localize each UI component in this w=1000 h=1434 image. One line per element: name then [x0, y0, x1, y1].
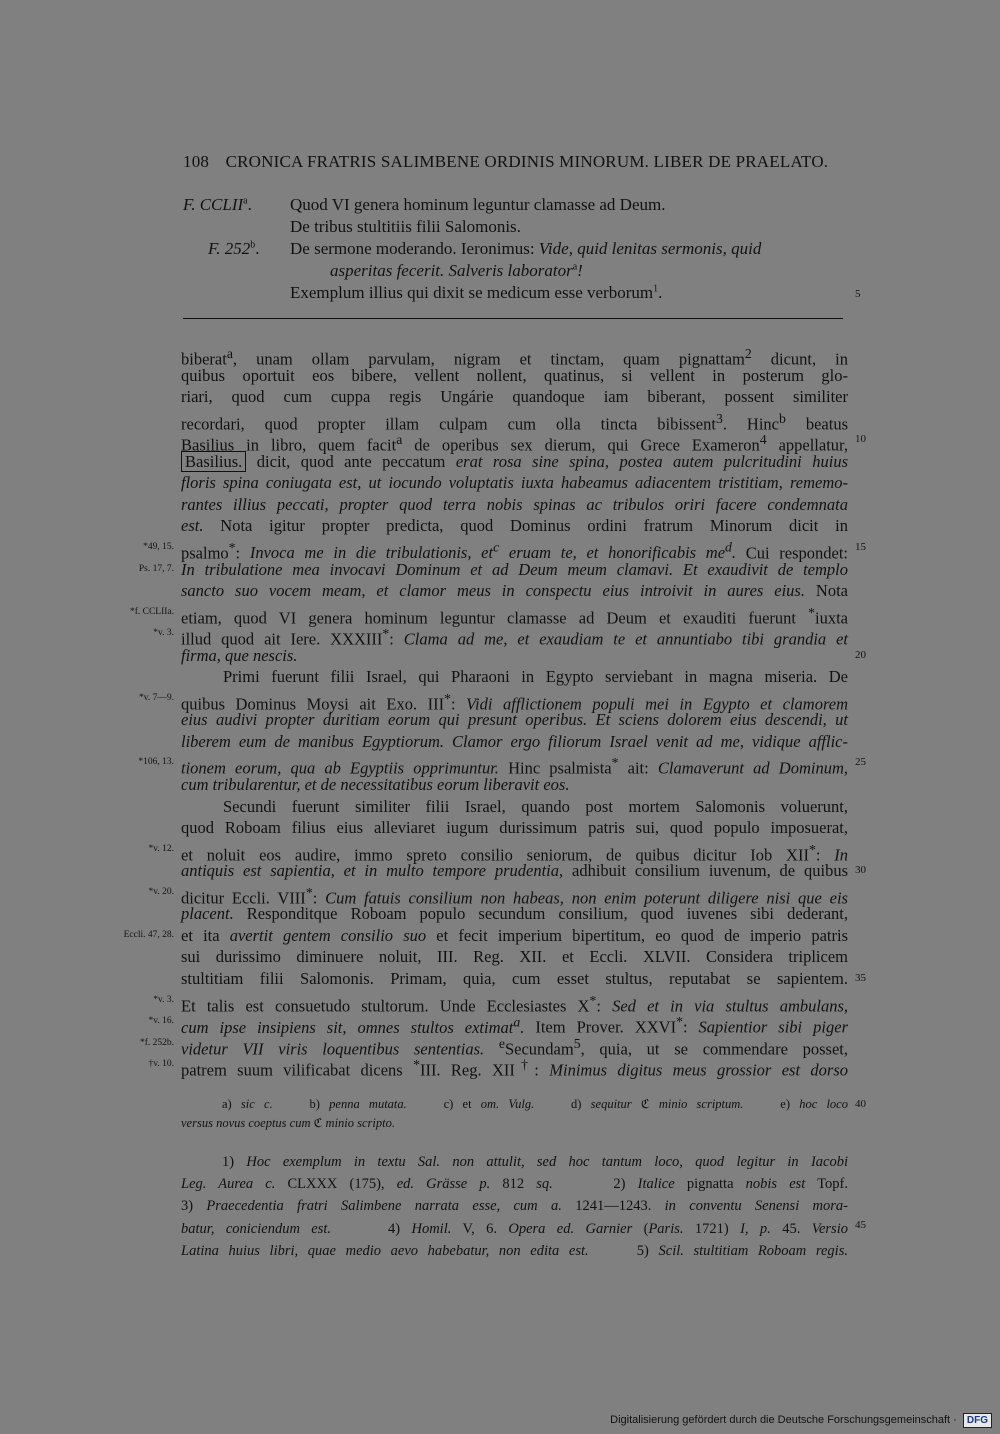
- line-number: 40: [855, 1098, 866, 1110]
- footnote-line: batur, coniciendum est. 4) Homil. V, 6. Opera ed. Garnier (Paris. 1721) I, p. 45. Versio: [181, 1220, 848, 1237]
- footnote-line: Latina huius libri, quae medio aevo habebatur, non edita est. 5) Scil. stultitiam Roboam regis.: [181, 1242, 848, 1259]
- text-line: et ita avertit gentem consilio suo et fecit imperium bipertitum, eo quod de imperio patris: [181, 925, 848, 945]
- text-line: firma, que nescis.: [181, 645, 298, 665]
- line-number: 30: [855, 864, 866, 877]
- text-line: psalmo*: Invoca me in die tribulationis, $et^c$ eruam te, et honorificabis $me^d$. Cui respondet:: [181, 539, 849, 563]
- footnote-line: 1) Hoc exemplum in textu Sal. non attulit, sed hoc tantum loco, quod legitur in Iacobi: [222, 1154, 848, 1170]
- text-line: recordari, quod propter illam culpam cum olla tincta bibissent$^3$. Hinc$^b$ beatus: [181, 410, 849, 434]
- text-line: Primi fuerunt filii Israel, qui Pharaoni in Egypto serviebant in magna miseria. De: [223, 667, 848, 687]
- dfg-logo: DFG: [963, 1413, 992, 1428]
- line-number: 15: [855, 540, 866, 553]
- chapter-head-2: F. 252$^b$.: [208, 239, 260, 258]
- separator-rule: [183, 318, 843, 319]
- margin-reference: *f. CCLIIa.: [129, 606, 174, 617]
- margin-reference: Eccli. 47, 28.: [123, 929, 174, 940]
- text-line: patrem suum vilificabat dicens *III. Reg. XII†: Minimus digitus meus grossior est dorso: [181, 1057, 849, 1080]
- chapter-head-text: asperitas fecerit. Salveris laborator$^a$!: [330, 261, 583, 280]
- margin-reference: *v. 7—9.: [138, 692, 174, 703]
- text-line: floris spina coniugata est, ut iocundo voluptatis iuxta habeamus adiacentem tristitiam, rememo-: [181, 473, 848, 493]
- line-number: 20: [855, 648, 866, 661]
- text-line: cum tribularentur, et de necessitatibus eorum liberavit eos.: [181, 775, 570, 794]
- text-line: videtur VII viris loquentibus sententias. $^e$Secundam$^5$, quia, ut se commendare posset,: [181, 1035, 848, 1059]
- text-line: riari, quod cum cuppa regis Ungárie quandoque iam biberant, possent similiter: [181, 387, 848, 407]
- margin-reference: *v. 20.: [148, 886, 174, 897]
- text-line: sancto suo vocem meam, et clamor meus in conspectu eius introivit in aures eius. Nota: [181, 581, 848, 601]
- digitization-credit: Digitalisierung gefördert durch die Deutsche Forschungsgemeinschaft · DFG: [610, 1413, 992, 1428]
- text-line: biberat$^a$, unam ollam parvulam, nigram et tinctam, quam pignattam$^2$ dicunt, in: [181, 346, 848, 369]
- text-line: quod Roboam filius eius alleviaret iugum durissimum patris sui, quod populo imposuerat,: [181, 818, 848, 838]
- text-line: Et talis est consuetudo stultorum. Unde Ecclesiastes X*: Sed et in via stultus ambulans,: [181, 992, 848, 1015]
- text-line: sui durissimo diminuere noluit, III. Reg. XII. et Eccli. XLVII. Considera triplicem: [181, 947, 848, 967]
- running-header: [183, 152, 843, 172]
- margin-reference: *106, 13.: [138, 757, 174, 768]
- margin-reference: Ps. 17, 7.: [138, 563, 174, 574]
- line-number: 35: [855, 971, 866, 984]
- text-line: quibus oportuit eos bibere, vellent nollent, quatinus, si vellent in posterum glo-: [181, 365, 848, 385]
- text-line: cum ipse insipiens sit, omnes stultos extimat$^a$. Item Prover. XXVI*: Sapientior sibi piger: [181, 1014, 848, 1037]
- apparatus-line: a) sic c. b) penna mutata. c) et om. Vulg. d) sequitur ℭ minio scriptum. e) hoc loco: [222, 1097, 848, 1111]
- text-line: est. Nota igitur propter predicta, quod Dominus ordini fratrum Minorum dicit in: [181, 516, 848, 536]
- margin-reference: *v. 12.: [148, 843, 174, 854]
- margin-reference: *49, 15.: [143, 541, 174, 552]
- text-line: et noluit eos audire, immo spreto consilio seniorum, de quibus dicitur Iob XII*: In: [181, 841, 848, 865]
- text-line: eius audivi propter duritiam eorum qui presunt operibus. Et sciens dolorem eius descendi, ut: [181, 710, 848, 730]
- margin-reference: *v. 3.: [153, 628, 174, 639]
- page-number: 108: [183, 152, 210, 171]
- text-line: Secundi fuerunt similiter filii Israel, quando post mortem Salomonis voluerunt,: [223, 796, 848, 816]
- text-line: quibus Dominus Moysi ait Exo. III*: Vidi afflictionem populi mei in Egypto et clamorem: [181, 690, 848, 714]
- folio-ref: F. 252: [208, 239, 251, 258]
- margin-reference: †v. 10.: [148, 1059, 174, 1070]
- margin-reference: *f. 252b.: [139, 1037, 174, 1048]
- text-line: Basilius in libro, quem facit$^a$ de operibus sex dierum, qui Grece Exameron$^4$ appellatur,: [181, 432, 849, 455]
- margin-reference: *v. 3.: [153, 994, 174, 1005]
- text-line: tionem eorum, qua ab Egyptiis opprimuntur. Hinc psalmista* ait: Clamaverunt ad Dominum,: [181, 755, 848, 778]
- text-line: stultitiam filii Salomonis. Primam, quia, cum esset stultus, reputabat se sapientem.: [181, 968, 848, 988]
- line-number: 45: [855, 1219, 866, 1231]
- text-line: etiam, quod VI genera hominum leguntur clamasse ad Deum et exauditi fuerunt *iuxta: [181, 604, 848, 628]
- line-number: 25: [855, 756, 866, 769]
- text-line: dicitur Eccli. VIII*: Cum fatuis consilium non habeas, non enim poterunt diligere nisi que eis: [181, 884, 848, 908]
- chapter-head-text: De sermone moderando. Ieronimus: Vide, quid lenitas sermonis, quid: [290, 239, 762, 258]
- text-line: rantes illius peccati, propter quod terra nobis spinas ac tribulos oriri facere condemnata: [181, 494, 848, 514]
- text-line: In tribulatione mea invocavi Dominum et ad Deum meum clamavi. Et exaudivit de templo: [181, 559, 848, 579]
- text-line: Basilius. dicit, quod ante peccatum erat rosa sine spina, postea autem pulcritudini huius: [181, 451, 848, 472]
- line-number: 5: [855, 288, 861, 300]
- margin-reference: *v. 16.: [148, 1016, 174, 1027]
- text-line: illud quod ait Iere. XXXIII*: Clama ad me, et exaudiam te et annuntiabo tibi grandia et: [181, 626, 848, 649]
- text-line: liberem eum de manibus Egyptiorum. Clamor ergo filiorum Israel venit ad me, vidique afflic-: [181, 731, 848, 751]
- chapter-head-text: De tribus stultitiis filii Salomonis.: [290, 217, 521, 236]
- text-line: placent. Responditque Roboam populo secundum consilium, quod iuvenes sibi dederant,: [181, 904, 848, 924]
- footnote-line: 3) Praecedentia fratri Salimbene narrata esse, cum a. 1241—1243. in conventu Senensi mora-: [181, 1198, 848, 1215]
- chapter-head-1: F. CCLII$^a$.: [183, 195, 252, 214]
- chapter-head-text: Quod VI genera hominum leguntur clamasse ad Deum.: [290, 195, 666, 214]
- apparatus-line: versus novus coeptus cum ℭ minio scripto.: [181, 1116, 395, 1130]
- chapter-head-text: Exemplum illius qui dixit se medicum esse verborum$^1$.: [290, 283, 663, 302]
- running-title: CRONICA FRATRIS SALIMBENE ORDINIS MINORUM. LIBER DE PRAELATO.: [225, 152, 829, 171]
- text-line: antiquis est sapientia, et in multo tempore prudentia, adhibuit consilium iuvenum, de quibus: [181, 861, 848, 881]
- footnote-line: Leg. Aurea c. CLXXX (175), ed. Grässe p. 812 sq. 2) Italice pignatta nobis est Topf.: [181, 1176, 848, 1193]
- folio-ref: F. CCLII: [183, 195, 244, 214]
- line-number: 10: [855, 433, 866, 446]
